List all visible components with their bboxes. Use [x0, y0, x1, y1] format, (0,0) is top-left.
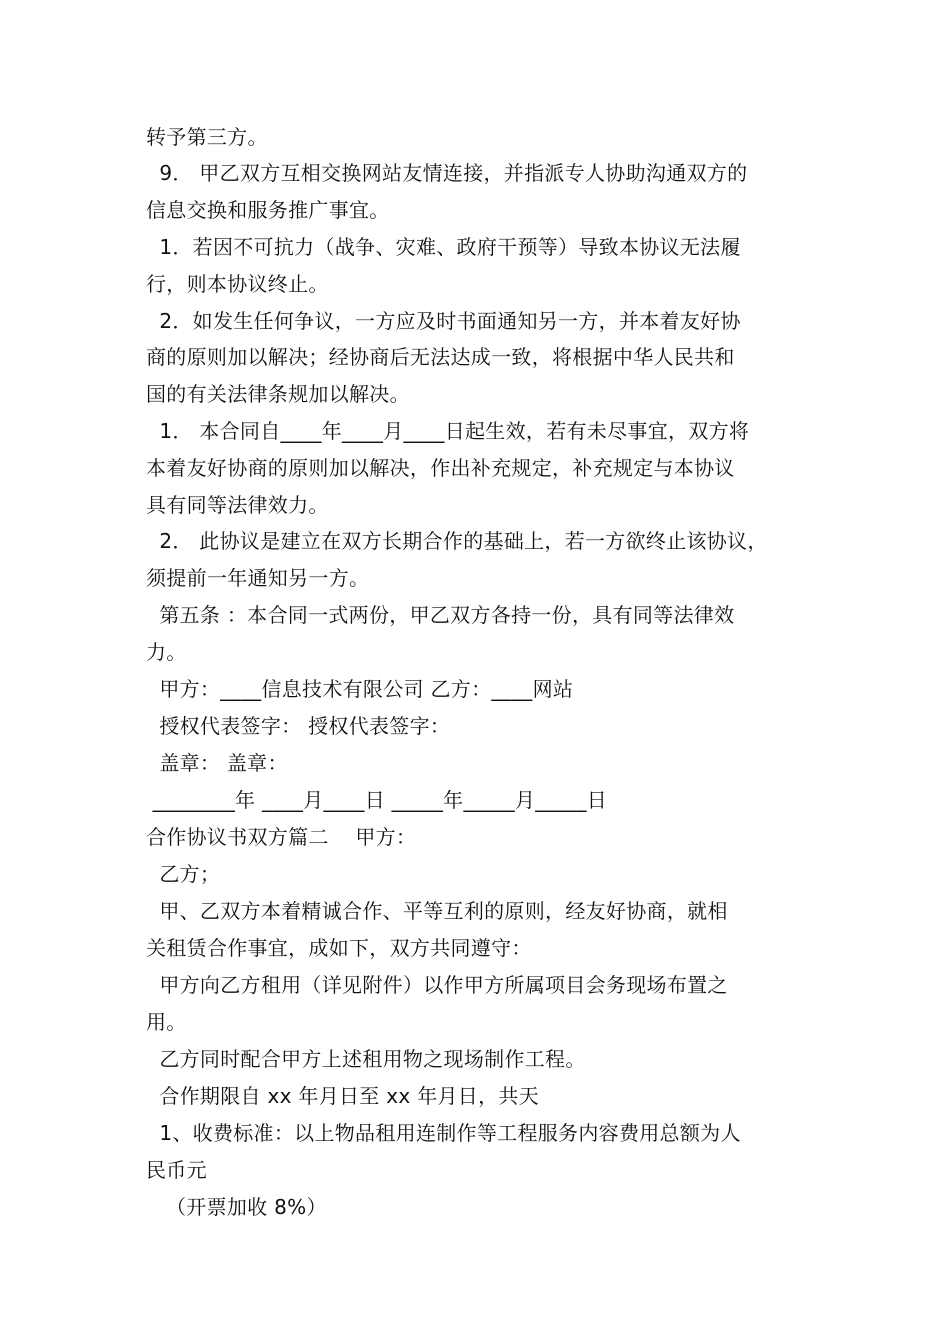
text-line: 转予第三方。 [146, 125, 268, 149]
text-line: 2．如发生任何争议，一方应及时书面通知另一方，并本着友好协 [146, 309, 741, 333]
text-line: 盖章： 盖章： [146, 751, 288, 775]
text-line: 9． 甲乙双方互相交换网站友情连接，并指派专人协助沟通双方的 [146, 161, 748, 185]
text-line: 具有同等法律效力。 [146, 493, 329, 517]
text-line: 本着友好协商的原则加以解决，作出补充规定，补充规定与本协议 [146, 456, 735, 480]
text-line: ________年 ____月____日 _____年_____月_____日 [146, 788, 608, 812]
text-line: 乙方同时配合甲方上述租用物之现场制作工程。 [146, 1047, 586, 1071]
text-line: 乙方； [146, 862, 221, 886]
text-line: 2． 此协议是建立在双方长期合作的基础上，若一方欲终止该协议， [146, 529, 768, 553]
text-line: 第五条 ：本合同一式两份，甲乙双方各持一份，具有同等法律效 [146, 603, 735, 627]
text-line: 信息交换和服务推广事宜。 [146, 198, 390, 222]
text-line: 力。 [146, 640, 187, 664]
text-line: 国的有关法律条规加以解决。 [146, 382, 410, 406]
text-line: 合作协议书双方篇二 甲方： [146, 825, 417, 849]
text-line: 用。 [146, 1010, 187, 1034]
text-line: 关租赁合作事宜，成如下，双方共同遵守： [146, 936, 532, 960]
text-line: 商的原则加以解决；经协商后无法达成一致，将根据中华人民共和 [146, 345, 735, 369]
text-line: 甲方：____信息技术有限公司 乙方：____网站 [146, 677, 574, 701]
text-line: 甲、乙双方本着精诚合作、平等互利的原则，经友好协商，就相 [146, 899, 728, 923]
text-line: 甲方向乙方租用（详见附件）以作甲方所属项目会务现场布置之 [146, 973, 728, 997]
text-line: 授权代表签字： 授权代表签字： [146, 714, 451, 738]
text-line: 1、收费标准：以上物品租用连制作等工程服务内容费用总额为人 [146, 1121, 741, 1145]
text-line: 1． 本合同自____年____月____日起生效，若有未尽事宜，双方将 [146, 419, 750, 443]
text-line: 须提前一年通知另一方。 [146, 566, 370, 590]
text-line: 合作期限自 xx 年月日至 xx 年月日，共天 [146, 1084, 539, 1108]
text-line: 1．若因不可抗力（战争、灾难、政府干预等）导致本协议无法履 [146, 235, 741, 259]
text-line: （开票加收 8%） [146, 1195, 327, 1219]
text-line: 行，则本协议终止。 [146, 272, 329, 296]
text-line: 民币元 [146, 1158, 207, 1182]
